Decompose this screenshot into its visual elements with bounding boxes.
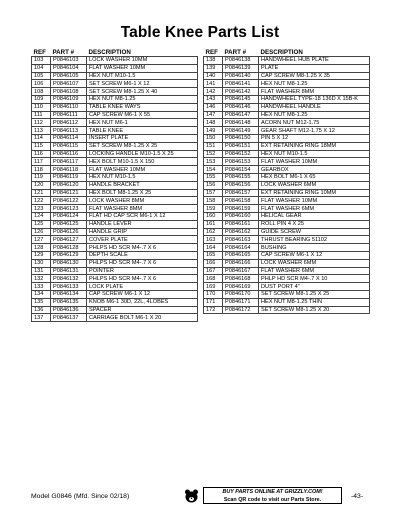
description-cell: FLAT WASHER 10MM — [259, 197, 370, 205]
description-cell: DEPTH SCALE — [87, 251, 198, 259]
description-cell: HANDLE LEVER — [87, 220, 198, 228]
ref-cell: 141 — [204, 80, 223, 88]
ref-cell: 108 — [32, 88, 51, 96]
ref-cell: 123 — [32, 205, 51, 213]
part-number-cell: P0846119 — [51, 173, 87, 181]
description-cell: LOCK WASHER 10MM — [87, 57, 198, 65]
description-cell: EXT RETAINING RING 10MM — [259, 189, 370, 197]
part-number-cell: P0846121 — [51, 189, 87, 197]
ref-cell: 122 — [32, 197, 51, 205]
part-number-cell: P0846149 — [223, 127, 259, 135]
table-row — [32, 236, 198, 244]
part-number-cell: P0846170 — [223, 290, 259, 298]
part-number-cell: P0846167 — [223, 267, 259, 275]
part-number-cell: P0846152 — [223, 150, 259, 158]
promo-line-1: BUY PARTS ONLINE AT GRIZZLY.COM! — [222, 489, 323, 495]
part-number-cell: P0846169 — [223, 283, 259, 291]
description-cell: PIN 5 X 12 — [259, 134, 370, 142]
ref-cell: 113 — [32, 127, 51, 135]
part-number-cell: P0846111 — [51, 111, 87, 119]
part-number-cell: P0846155 — [223, 173, 259, 181]
ref-cell: 106 — [32, 80, 51, 88]
table-row — [204, 290, 370, 298]
ref-cell: 110 — [32, 103, 51, 111]
promo-line-2: Scan QR code to visit our Parts Store. — [223, 497, 322, 503]
part-number-cell: P0846115 — [51, 142, 87, 150]
description-cell: LOCK PLATE — [87, 283, 198, 291]
description-cell: TABLE KNEE — [87, 127, 198, 135]
table-row — [204, 212, 370, 220]
part-number-cell: P0846161 — [223, 220, 259, 228]
ref-cell: 136 — [32, 306, 51, 314]
table-row — [32, 228, 198, 236]
part-number-cell: P0846157 — [223, 189, 259, 197]
description-cell: HANDWHEEL HANDLE — [259, 103, 370, 111]
description-cell: SET SCREW M8-1.25 X 20 — [259, 306, 370, 314]
description-cell: HEX BOLT M8-1.25 X 25 — [87, 189, 198, 197]
description-cell: LOCK WASHER 6MM — [259, 259, 370, 267]
table-row — [204, 228, 370, 236]
table-row — [32, 197, 198, 205]
part-number-cell: P0846165 — [223, 251, 259, 259]
table-row — [204, 72, 370, 80]
table-row — [204, 283, 370, 291]
parts-online-banner[interactable] — [203, 487, 342, 504]
part-number-cell: P0846141 — [223, 80, 259, 88]
part-number-cell: P0846142 — [223, 88, 259, 96]
ref-cell: 109 — [32, 95, 51, 103]
part-number-cell: P0846113 — [51, 127, 87, 135]
ref-cell: 172 — [204, 306, 223, 314]
description-cell: HEX BOLT M10-1.5 X 150 — [87, 158, 198, 166]
part-number-cell: P0846122 — [51, 197, 87, 205]
description-cell: ACORN NUT M12-1.75 — [259, 119, 370, 127]
table-row — [204, 173, 370, 181]
ref-cell: 138 — [204, 57, 223, 65]
description-cell: DUST PORT 4" — [259, 283, 370, 291]
table-header-row — [204, 48, 370, 57]
description-cell: FLAT HD CAP SCR M6-1 X 12 — [87, 212, 198, 220]
ref-cell: 160 — [204, 212, 223, 220]
table-row — [32, 111, 198, 119]
table-row — [204, 298, 370, 306]
ref-cell: 131 — [32, 267, 51, 275]
part-number-cell: P0846118 — [51, 166, 87, 174]
part-number-cell: P0846134 — [51, 290, 87, 298]
part-number-cell: P0846139 — [223, 64, 259, 72]
table-row — [32, 283, 198, 291]
description-cell: HEX NUT M8-1.25 THIN — [259, 298, 370, 306]
ref-cell: 117 — [32, 158, 51, 166]
table-row — [32, 298, 198, 306]
table-row — [204, 220, 370, 228]
ref-cell: 119 — [32, 173, 51, 181]
table-row — [32, 88, 198, 96]
part-number-cell: P0846171 — [223, 298, 259, 306]
part-number-cell: P0846120 — [51, 181, 87, 189]
table-row — [204, 166, 370, 174]
part-number-cell: P0846140 — [223, 72, 259, 80]
part-number-cell: P0846109 — [51, 95, 87, 103]
description-cell: HEX NUT M10-1.5 — [87, 72, 198, 80]
table-row — [32, 306, 198, 314]
part-number-cell: P0846146 — [223, 103, 259, 111]
part-number-cell: P0846105 — [51, 72, 87, 80]
header-part: PART # — [224, 49, 247, 56]
description-cell: PHLPS HD SCR M4-.7 X 6 — [87, 259, 198, 267]
page-title: Table Knee Parts List — [120, 24, 280, 41]
description-cell: HEX NUT M6-1 — [87, 119, 198, 127]
description-cell: GEAR SHAFT M12-1.75 X 12 — [259, 127, 370, 135]
part-number-cell: P0846133 — [51, 283, 87, 291]
table-row — [204, 275, 370, 283]
part-number-cell: P0846130 — [51, 259, 87, 267]
ref-cell: 148 — [204, 119, 223, 127]
table-row — [32, 189, 198, 197]
description-cell: ROLL PIN 4 X 25 — [259, 220, 370, 228]
table-row — [204, 189, 370, 197]
description-cell: FLAT WASHER 10MM — [87, 166, 198, 174]
description-cell: SET SCREW M8-1.25 X 25 — [87, 142, 198, 150]
parts-table-right — [203, 48, 370, 314]
ref-cell: 153 — [204, 158, 223, 166]
part-number-cell: P0846138 — [223, 57, 259, 65]
part-number-cell: P0846124 — [51, 212, 87, 220]
ref-cell: 133 — [32, 283, 51, 291]
description-cell: FLAT WASHER 6MM — [259, 205, 370, 213]
table-row — [32, 251, 198, 259]
table-row — [32, 64, 198, 72]
description-cell: HANDLE GRIP — [87, 228, 198, 236]
description-cell: FLAT WASHER 10MM — [259, 158, 370, 166]
description-cell: HEX BOLT M6-1 X 65 — [259, 173, 370, 181]
ref-cell: 164 — [204, 244, 223, 252]
description-cell: HEX NUT M8-1.25 — [87, 95, 198, 103]
ref-cell: 118 — [32, 166, 51, 174]
part-number-cell: P0846123 — [51, 205, 87, 213]
description-cell: SET SCREW M6-1 X 12 — [87, 80, 198, 88]
table-row — [204, 244, 370, 252]
description-cell: CAP SCREW M6-1 X 12 — [87, 290, 198, 298]
ref-cell: 137 — [32, 314, 51, 322]
description-cell: HELICAL GEAR — [259, 212, 370, 220]
ref-cell: 105 — [32, 72, 51, 80]
ref-cell: 111 — [32, 111, 51, 119]
table-row — [32, 314, 198, 322]
ref-cell: 166 — [204, 259, 223, 267]
description-cell: INSERT PLATE — [87, 134, 198, 142]
description-cell: POINTER — [87, 267, 198, 275]
table-row — [32, 150, 198, 158]
part-number-cell: P0846107 — [51, 80, 87, 88]
description-cell: FLAT WASHER 6MM — [259, 267, 370, 275]
table-row — [204, 57, 370, 65]
ref-cell: 143 — [204, 95, 223, 103]
part-number-cell: P0846168 — [223, 275, 259, 283]
ref-cell: 155 — [204, 173, 223, 181]
description-cell: FLAT WASHER 8MM — [87, 205, 198, 213]
ref-cell: 127 — [32, 236, 51, 244]
table-row — [204, 205, 370, 213]
table-row — [32, 173, 198, 181]
part-number-cell: P0846148 — [223, 119, 259, 127]
part-number-cell: P0846158 — [223, 197, 259, 205]
ref-cell: 151 — [204, 142, 223, 150]
description-cell: PHLPS HD SCR M4-.7 X 6 — [87, 244, 198, 252]
table-row — [32, 259, 198, 267]
description-cell: HEX NUT M8-1.25 — [259, 111, 370, 119]
description-cell: HEX NUT M10-1.5 — [87, 173, 198, 181]
table-row — [32, 158, 198, 166]
part-number-cell: P0846166 — [223, 259, 259, 267]
description-cell: SET SCREW M8-1.25 X 40 — [87, 88, 198, 96]
table-row — [204, 142, 370, 150]
ref-cell: 124 — [32, 212, 51, 220]
table-row — [32, 244, 198, 252]
table-row — [204, 127, 370, 135]
ref-cell: 130 — [32, 259, 51, 267]
table-row — [32, 166, 198, 174]
description-cell: THRUST BEARING 51102 — [259, 236, 370, 244]
table-row — [204, 88, 370, 96]
part-number-cell: P0846103 — [51, 57, 87, 65]
ref-cell: 112 — [32, 119, 51, 127]
table-row — [204, 64, 370, 72]
part-number-cell: P0846147 — [223, 111, 259, 119]
table-row — [32, 95, 198, 103]
part-number-cell: P0846116 — [51, 150, 87, 158]
ref-cell: 158 — [204, 197, 223, 205]
part-number-cell: P0846154 — [223, 166, 259, 174]
table-row — [32, 127, 198, 135]
header-part: PART # — [52, 49, 75, 56]
table-row — [204, 150, 370, 158]
description-cell: HEX NUT M8-1.25 — [259, 80, 370, 88]
ref-cell: 116 — [32, 150, 51, 158]
description-cell: BUSHING — [259, 244, 370, 252]
description-cell: GEARBOX — [259, 166, 370, 174]
table-row — [32, 134, 198, 142]
ref-cell: 162 — [204, 228, 223, 236]
description-cell: EXT RETAINING RING 18MM — [259, 142, 370, 150]
description-cell: FLAT WASHER 10MM — [87, 64, 198, 72]
ref-cell: 103 — [32, 57, 51, 65]
part-number-cell: P0846151 — [223, 142, 259, 150]
table-row — [32, 290, 198, 298]
description-cell: SPACER — [87, 306, 198, 314]
part-number-cell: P0846126 — [51, 228, 87, 236]
part-number-cell: P0846108 — [51, 88, 87, 96]
part-number-cell: P0846159 — [223, 205, 259, 213]
table-row — [32, 212, 198, 220]
table-row — [32, 119, 198, 127]
ref-cell: 156 — [204, 181, 223, 189]
description-cell: CARRIAGE BOLT M6-1 X 20 — [87, 314, 198, 322]
description-cell: GUIDE SCREW — [259, 228, 370, 236]
part-number-cell: P0846129 — [51, 251, 87, 259]
table-row — [204, 119, 370, 127]
table-row — [204, 111, 370, 119]
ref-cell: 159 — [204, 205, 223, 213]
part-number-cell: P0846132 — [51, 275, 87, 283]
part-number-cell: P0846163 — [223, 236, 259, 244]
table-row — [204, 306, 370, 314]
description-cell: LOCK WASHER 6MM — [259, 181, 370, 189]
description-cell: KNOB M6-1 30D, 22L, 4LOBES — [87, 298, 198, 306]
ref-cell: 120 — [32, 181, 51, 189]
table-row — [32, 72, 198, 80]
part-number-cell: P0846164 — [223, 244, 259, 252]
description-cell: HANDLE BRACKET — [87, 181, 198, 189]
table-row — [204, 197, 370, 205]
part-number-cell: P0846110 — [51, 103, 87, 111]
ref-cell: 150 — [204, 134, 223, 142]
table-row — [32, 103, 198, 111]
table-row — [204, 236, 370, 244]
grizzly-logo-icon — [184, 489, 199, 503]
description-cell: HEX NUT M10-1.5 — [259, 150, 370, 158]
table-row — [32, 142, 198, 150]
ref-cell: 132 — [32, 275, 51, 283]
part-number-cell: P0846156 — [223, 181, 259, 189]
ref-cell: 146 — [204, 103, 223, 111]
ref-cell: 142 — [204, 88, 223, 96]
page-number: -43- — [351, 493, 364, 500]
ref-cell: 169 — [204, 283, 223, 291]
description-cell: HANDWHEEL TYPE-18 136D X 15B-K — [259, 95, 370, 103]
table-row — [204, 158, 370, 166]
description-cell: PHLPS HD SCR M4-.7 X 6 — [87, 275, 198, 283]
description-cell: COVER PLATE — [87, 236, 198, 244]
description-cell: HANDWHEEL HUB PLATE — [259, 57, 370, 65]
table-row — [204, 103, 370, 111]
part-number-cell: P0846172 — [223, 306, 259, 314]
ref-cell: 157 — [204, 189, 223, 197]
part-number-cell: P0846135 — [51, 298, 87, 306]
ref-cell: 167 — [204, 267, 223, 275]
ref-cell: 114 — [32, 134, 51, 142]
table-row — [32, 275, 198, 283]
ref-cell: 139 — [204, 64, 223, 72]
description-cell: SET SCREW M8-1.25 X 25 — [259, 290, 370, 298]
part-number-cell: P0846104 — [51, 64, 87, 72]
part-number-cell: P0846127 — [51, 236, 87, 244]
table-row — [32, 80, 198, 88]
description-cell: PHLP HD SCR M4-.7 X 10 — [259, 275, 370, 283]
ref-cell: 165 — [204, 251, 223, 259]
part-number-cell: P0846137 — [51, 314, 87, 322]
description-cell: CAP SCREW M6-1 X 12 — [259, 251, 370, 259]
description-cell: LOCKING HANDLE M10-1.5 X 25 — [87, 150, 198, 158]
ref-cell: 128 — [32, 244, 51, 252]
table-row — [32, 181, 198, 189]
ref-cell: 140 — [204, 72, 223, 80]
part-number-cell: P0846160 — [223, 212, 259, 220]
description-cell: LOCK WASHER 8MM — [87, 197, 198, 205]
description-cell: CAP SCREW M8-1.25 X 35 — [259, 72, 370, 80]
model-footer: Model G0846 (Mfd. Since 02/18) — [31, 493, 130, 500]
table-row — [32, 57, 198, 65]
header-description: DESCRIPTION — [88, 49, 131, 56]
header-ref: REF — [33, 49, 46, 56]
part-number-cell: P0846145 — [223, 95, 259, 103]
ref-cell: 163 — [204, 236, 223, 244]
description-cell: FLAT WASHER 8MM — [259, 88, 370, 96]
ref-cell: 135 — [32, 298, 51, 306]
table-row — [32, 220, 198, 228]
part-number-cell: P0846136 — [51, 306, 87, 314]
part-number-cell: P0846128 — [51, 244, 87, 252]
ref-cell: 149 — [204, 127, 223, 135]
ref-cell: 152 — [204, 150, 223, 158]
header-description: DESCRIPTION — [260, 49, 303, 56]
ref-cell: 134 — [32, 290, 51, 298]
part-number-cell: P0846117 — [51, 158, 87, 166]
part-number-cell: P0846125 — [51, 220, 87, 228]
table-row — [204, 95, 370, 103]
ref-cell: 147 — [204, 111, 223, 119]
table-row — [32, 205, 198, 213]
description-cell: PLATE — [259, 64, 370, 72]
header-ref: REF — [205, 49, 218, 56]
ref-cell: 170 — [204, 290, 223, 298]
part-number-cell: P0846150 — [223, 134, 259, 142]
ref-cell: 154 — [204, 166, 223, 174]
table-row — [204, 259, 370, 267]
table-row — [204, 134, 370, 142]
parts-table-left — [31, 48, 198, 322]
description-cell: CAP SCREW M6-1 X 55 — [87, 111, 198, 119]
table-row — [32, 267, 198, 275]
ref-cell: 129 — [32, 251, 51, 259]
description-cell: TABLE KNEE WAYS — [87, 103, 198, 111]
ref-cell: 168 — [204, 275, 223, 283]
ref-cell: 125 — [32, 220, 51, 228]
table-row — [204, 251, 370, 259]
part-number-cell: P0846131 — [51, 267, 87, 275]
table-row — [204, 80, 370, 88]
ref-cell: 161 — [204, 220, 223, 228]
ref-cell: 121 — [32, 189, 51, 197]
ref-cell: 171 — [204, 298, 223, 306]
ref-cell: 115 — [32, 142, 51, 150]
ref-cell: 126 — [32, 228, 51, 236]
table-row — [204, 267, 370, 275]
part-number-cell: P0846153 — [223, 158, 259, 166]
table-header-row — [32, 48, 198, 57]
part-number-cell: P0846114 — [51, 134, 87, 142]
part-number-cell: P0846162 — [223, 228, 259, 236]
ref-cell: 104 — [32, 64, 51, 72]
part-number-cell: P0846112 — [51, 119, 87, 127]
table-row — [204, 181, 370, 189]
